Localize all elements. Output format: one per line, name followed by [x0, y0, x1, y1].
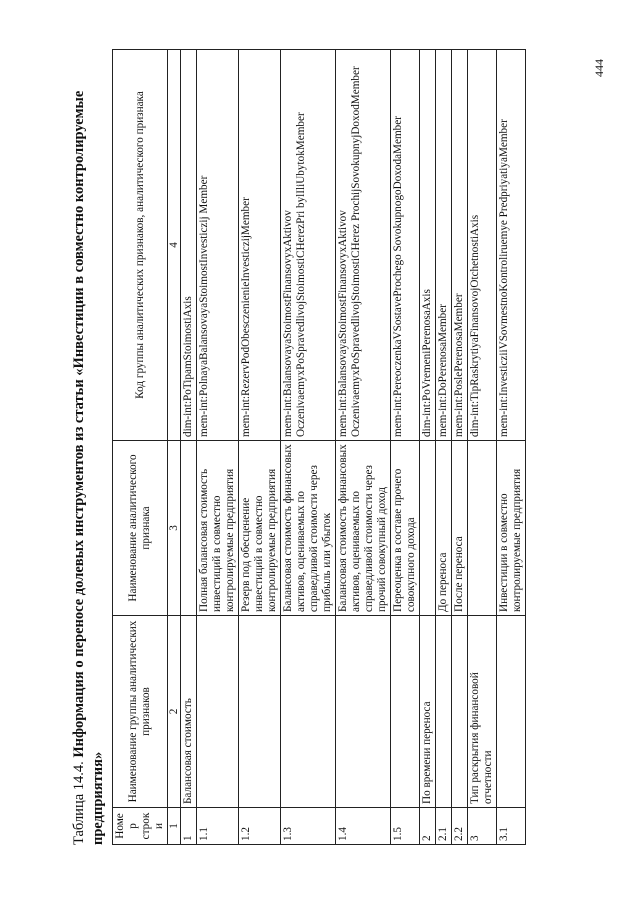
attribute-name: До переноса — [436, 441, 452, 616]
group-name — [497, 616, 526, 808]
table-row — [391, 50, 420, 845]
column-number: 1 — [168, 808, 181, 845]
row-number: 1.4 — [336, 808, 391, 845]
code: mem-int:PoslePerenosaMember — [452, 50, 468, 441]
table-title-text: Информация о переносе долевых инструментов из статьи «Инвестиции в совместно контролируемые предприятия» — [71, 90, 106, 845]
table-row — [281, 50, 336, 845]
attribute-name: Резерв под обесценение инвестиций в совместно контролируемые предприятия — [239, 441, 281, 616]
group-name: Тип раскрытия финансовой отчетности — [468, 616, 497, 808]
header-group-name: Наименование группы аналитических признаков — [113, 616, 168, 808]
attribute-name — [181, 441, 197, 616]
attribute-name: Балансовая стоимость финансовых активов, оцениваемых по справедливой стоимости через прибыль или убыток — [281, 441, 336, 616]
group-name — [281, 616, 336, 808]
table-row — [336, 50, 391, 845]
code: dim-int:PoVremeniPerenosaAxis — [420, 50, 436, 441]
attribute-name: Переоценка в составе прочего совокупного дохода — [391, 441, 420, 616]
analytics-table — [112, 49, 526, 845]
group-name: По времени переноса — [420, 616, 436, 808]
column-number: 4 — [168, 50, 181, 441]
table-row — [468, 50, 497, 845]
group-name — [239, 616, 281, 808]
code: mem-int:PereoczenkaVSostaveProchego SovokupnogoDoxodaMember — [391, 50, 420, 441]
attribute-name: Инвестиции в совместно контролируемые предприятия — [497, 441, 526, 616]
group-name — [336, 616, 391, 808]
attribute-name: Балансовая стоимость финансовых активов, оцениваемых по справедливой стоимости через прочий совокупный доход — [336, 441, 391, 616]
table-row — [239, 50, 281, 845]
table-row — [497, 50, 526, 845]
table-row — [436, 50, 452, 845]
column-number: 2 — [168, 616, 181, 808]
attribute-name: Полная балансовая стоимость инвестиций в совместно контролируемые предприятия — [197, 441, 239, 616]
row-number: 1.5 — [391, 808, 420, 845]
table-number-label: Таблица 14.4. — [71, 761, 87, 845]
table-row — [197, 50, 239, 845]
row-number: 1 — [181, 808, 197, 845]
table-row — [181, 50, 197, 845]
code: mem-int:DoPerenosaMember — [436, 50, 452, 441]
table-row — [420, 50, 436, 845]
code: mem-int:BalansovayaStoimostFinansovyxAktivov OczenivaemyxPoSpravedlivojStoimostiCHerezPri bylIliUbytokMember — [281, 50, 336, 441]
row-number: 1.2 — [239, 808, 281, 845]
row-number: 2 — [420, 808, 436, 845]
code: mem-int:RezervPodObesczenienieInvesticzijMember — [239, 50, 281, 441]
table-row — [452, 50, 468, 845]
column-number: 3 — [168, 441, 181, 616]
header-row-number: Номер строки — [113, 808, 168, 845]
row-number: 2.1 — [436, 808, 452, 845]
attribute-name — [468, 441, 497, 616]
attribute-name: После переноса — [452, 441, 468, 616]
rotated-page-content — [68, 50, 628, 845]
row-number: 1.3 — [281, 808, 336, 845]
attribute-name — [420, 441, 436, 616]
page-number: 444 — [592, 59, 606, 77]
row-number: 3 — [468, 808, 497, 845]
group-name — [452, 616, 468, 808]
code: mem-int:PolnayaBalansovayaStoimostInvesticzij Member — [197, 50, 239, 441]
table-title — [70, 50, 108, 845]
column-number-row — [168, 50, 181, 845]
row-number: 1.1 — [197, 808, 239, 845]
code: mem-int:InvesticziiVSovmestnoKontroliruemye PredpriyatiyaMember — [497, 50, 526, 441]
row-number: 2.2 — [452, 808, 468, 845]
code: dim-int:PoTipamStoimostiAxis — [181, 50, 197, 441]
group-name: Балансовая стоимость — [181, 616, 197, 808]
code: dim-int:TipRaskrytiyaFinansovojOtchetnostiAxis — [468, 50, 497, 441]
group-name — [436, 616, 452, 808]
header-code: Код группы аналитических признаков, аналитического признака — [113, 50, 168, 441]
group-name — [197, 616, 239, 808]
header-attribute-name: Наименование аналитического признака — [113, 441, 168, 616]
row-number: 3.1 — [497, 808, 526, 845]
group-name — [391, 616, 420, 808]
header-row — [113, 50, 168, 845]
code: mem-int:BalansovayaStoimostFinansovyxAktivov OczenivaemyxPoSpravedlivojStoimostiCHerez ProchijSovokupnyjDoxodMember — [336, 50, 391, 441]
